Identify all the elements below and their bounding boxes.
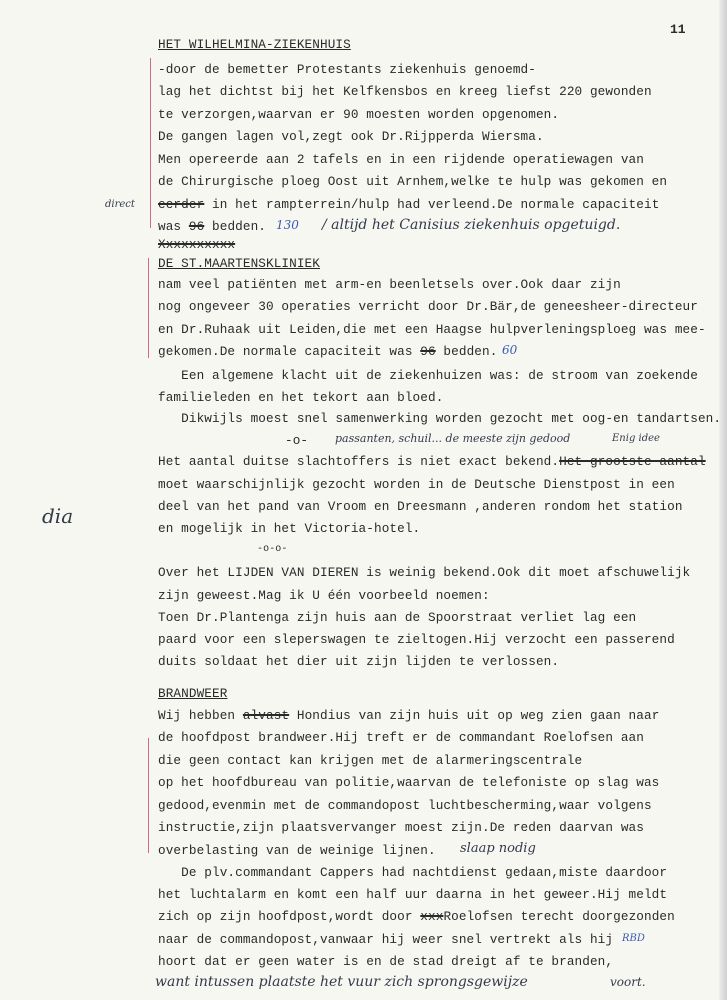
text-line: Een algemene klacht uit de ziekenhuizen was: de stroom van zoekende <box>158 368 698 383</box>
text-line: gedood,evenmin met de commandopost luchtbescherming,waar volgens <box>158 798 652 813</box>
section-heading: DE ST.MAARTENSKLINIEK <box>158 256 320 271</box>
text-line: deel van het pand van Vroom en Dreesmann ,anderen rondom het station <box>158 499 683 514</box>
text-line: overbelasting van de weinige lijnen. <box>158 843 436 858</box>
text-line: Over het LIJDEN VAN DIEREN is weinig bekend.Ook dit moet afschuwelijk <box>158 565 691 580</box>
handwritten-note: 60 <box>502 343 518 357</box>
section-heading: HET WILHELMINA-ZIEKENHUIS <box>158 37 351 52</box>
text-line: duits soldaat het dier uit zijn lijden te verlossen. <box>158 654 560 669</box>
text-line: op het hoofdbureau van politie,waarvan de telefoniste op slag was <box>158 775 660 790</box>
text-line: De gangen lagen vol,zegt ook Dr.Rijpperda Wiersma. <box>158 129 544 144</box>
struck-heading: Xxxxxxxxxx <box>158 237 236 252</box>
text: in het rampterrein/hulp had verleend.De normale capaciteit <box>204 197 660 212</box>
text-line: instructie,zijn plaatsvervanger moest zijn.De reden daarvan was <box>158 820 644 835</box>
text-line <box>158 454 706 470</box>
handwritten-insert: slaap nodig <box>460 841 536 856</box>
separator: -o- <box>285 433 309 448</box>
handwritten-note: Enig idee <box>612 433 660 444</box>
separator: -o-o- <box>257 544 288 555</box>
margin-note: dia <box>42 504 74 528</box>
handwritten-note: RBD <box>622 933 645 944</box>
text-line: zijn geweest.Mag ik U één voorbeeld noemen: <box>158 588 490 603</box>
text: zich op zijn hoofdpost,wordt door <box>158 909 421 924</box>
text-line: familieleden en het tekort aan bloed. <box>158 390 444 405</box>
text: bedden. <box>204 219 267 234</box>
text: Roelofsen terecht doorgezonden <box>443 909 675 924</box>
text-line: moet waarschijnlijk gezocht worden in de Deutsche Dienstpost in een <box>158 477 675 492</box>
text-line <box>158 708 659 724</box>
struck-text: 96 <box>188 219 205 234</box>
text-line: paard voor een sleperswagen te zieltogen.Hij verzocht een passerend <box>158 632 675 647</box>
text-line: Dikwijls moest snel samenwerking worden gezocht met oog-en tandartsen. <box>158 411 722 426</box>
page-number: 11 <box>670 22 686 37</box>
text-line: nog ongeveer 30 operaties verricht door Dr.Bär,de geneesheer-directeur <box>158 299 698 314</box>
struck-text: eerder <box>158 197 205 212</box>
text-line: die geen contact kan krijgen met de alarmeringscentrale <box>158 753 583 768</box>
text-line: de Chirurgische ploeg Oost uit Arnhem,welke te hulp was gekomen en <box>158 174 668 189</box>
section-heading: BRANDWEER <box>158 686 228 701</box>
text-line: hoort dat er geen water is en de stad dreigt af te branden, <box>158 954 614 969</box>
text-line <box>158 344 497 360</box>
handwritten-note: voort. <box>610 975 646 989</box>
margin-line-1 <box>150 58 151 228</box>
text: gekomen.De normale capaciteit was <box>158 344 421 359</box>
text-line: de hoofdpost brandweer.Hij treft er de commandant Roelofsen aan <box>158 730 644 745</box>
text-line: en mogelijk in het Victoria-hotel. <box>158 521 421 536</box>
text-line: De plv.commandant Cappers had nachtdienst gedaan,miste daardoor <box>158 865 668 880</box>
text-line <box>158 909 675 925</box>
text-line <box>158 197 659 213</box>
text-line: Toen Dr.Plantenga zijn huis aan de Spoorstraat verliet lag een <box>158 610 637 625</box>
struck-text: Het grootste aantal <box>559 454 706 469</box>
margin-line-3 <box>148 738 149 853</box>
struck-text: 96 <box>420 344 436 359</box>
text-line: het luchtalarm en komt een half uur daarna in het geweer.Hij meldt <box>158 887 668 902</box>
text: Hondius van zijn huis uit op weg zien gaan naar <box>289 708 660 723</box>
handwritten-note: direct <box>105 199 135 210</box>
text: was <box>158 219 189 234</box>
text-line: nam veel patiënten met arm-en beenletsels over.Ook daar zijn <box>158 277 621 292</box>
text: bedden. <box>435 344 498 359</box>
handwritten-note: passanten, schuil... de meeste zijn gedood <box>335 432 571 445</box>
page-edge <box>719 0 727 1000</box>
text-line: naar de commandopost,vanwaar hij weer snel vertrekt als hij <box>158 932 614 947</box>
text: Het aantal duitse slachtoffers is niet exact bekend. <box>158 454 560 469</box>
struck-text: xxx <box>420 909 444 924</box>
text-line: -door de bemetter Protestants ziekenhuis genoemd- <box>158 62 536 77</box>
handwritten-note: want intussen plaatste het vuur zich sprongsgewijze <box>155 974 528 990</box>
text-line: te verzorgen,waarvan er 90 moesten worden opgenomen. <box>158 107 560 122</box>
text-line: en Dr.Ruhaak uit Leiden,die met een Haagse hulpverleningsploeg was mee- <box>158 322 706 337</box>
text-line <box>158 219 266 235</box>
struck-text: alvast <box>242 708 290 723</box>
handwritten-note: / altijd het Canisius ziekenhuis opgetuigd. <box>322 217 621 233</box>
handwritten-note: 130 <box>276 218 299 232</box>
text-line: Men opereerde aan 2 tafels en in een rijdende operatiewagen van <box>158 152 644 167</box>
text-line: lag het dichtst bij het Kelfkensbos en kreeg liefst 220 gewonden <box>158 84 652 99</box>
margin-line-2 <box>148 258 149 358</box>
text: Wij hebben <box>158 708 243 723</box>
